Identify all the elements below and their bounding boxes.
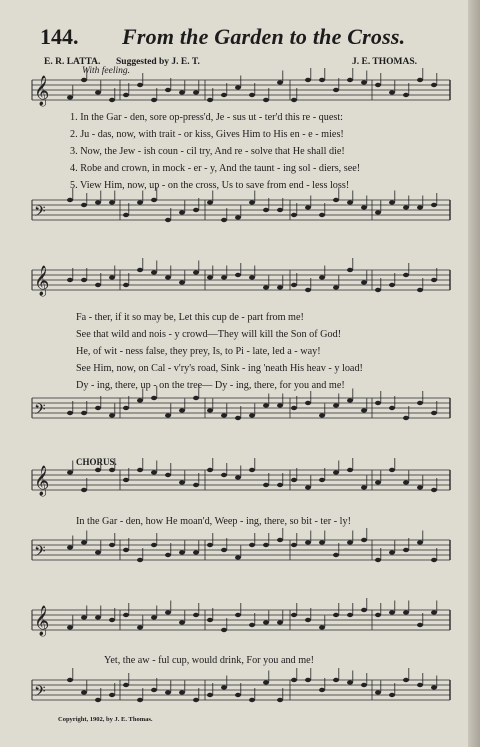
verse-line: Fa - ther, if it so may be, Let this cup de - part from me! (76, 312, 304, 323)
svg-text:𝄢: 𝄢 (34, 543, 46, 564)
svg-text:𝄢: 𝄢 (34, 203, 46, 224)
verse-line: 5. View Him, now, up - on the cross, Us to save from end - less loss! (70, 180, 350, 191)
svg-text:𝄞: 𝄞 (34, 76, 50, 106)
chorus-line-2: Yet, the aw - ful cup, would drink, For you and me! (104, 655, 315, 666)
verse-line: 2. Ju - das, now, with trait - or kiss, Gives Him to His en - e - mies! (70, 129, 344, 140)
verse-line: 1. In the Gar - den, sore op-press'd, Je - sus ut - ter'd this re - quest: (70, 112, 344, 123)
chorus-line-1: In the Gar - den, how He moan'd, Weep - ing, there, so bit - ter - ly! (76, 516, 351, 527)
verse-line: 3. Now, the Jew - ish coun - cil try, And re - solve that He shall die! (70, 146, 345, 157)
svg-text:𝄢: 𝄢 (34, 401, 46, 422)
verses-block-1 (70, 109, 360, 194)
suggested-credit: Suggested by J. E. T. (116, 57, 200, 67)
svg-text:𝄞: 𝄞 (34, 466, 50, 496)
copyright-notice: Copyright, 1902, by J. E. Thomas. (58, 716, 153, 723)
verse-line: 4. Robe and crown, in mock - er - y, And the taunt - ing sol - diers, see! (70, 163, 361, 174)
verse-line: See that wild and nois - y crowd—They will kill the Son of God! (76, 329, 342, 340)
verse-line: Dy - ing, there, up - on the tree— Dy - ing, there, for you and me! (76, 380, 345, 391)
hymn-number: 144. (40, 24, 79, 49)
svg-text:𝄞: 𝄞 (34, 606, 50, 636)
page-edge (468, 0, 480, 747)
chorus-label: CHORUS. (76, 457, 117, 467)
hymn-title: From the Garden to the Cross. (122, 24, 406, 49)
verse-line: See Him, now, on Cal - v'ry's road, Sink - ing 'neath His heav - y load! (76, 363, 363, 374)
svg-text:𝄢: 𝄢 (34, 683, 46, 704)
verse-line: He, of wit - ness false, they prey, Is, to Pi - late, led a - way! (76, 346, 321, 357)
svg-text:𝄞: 𝄞 (34, 266, 50, 296)
composer-credit: J. E. THOMAS. (352, 57, 418, 67)
verses-block-2 (76, 309, 363, 394)
tempo-marking: With feeling. (82, 66, 131, 76)
author-credit: E. R. LATTA. (44, 57, 101, 67)
